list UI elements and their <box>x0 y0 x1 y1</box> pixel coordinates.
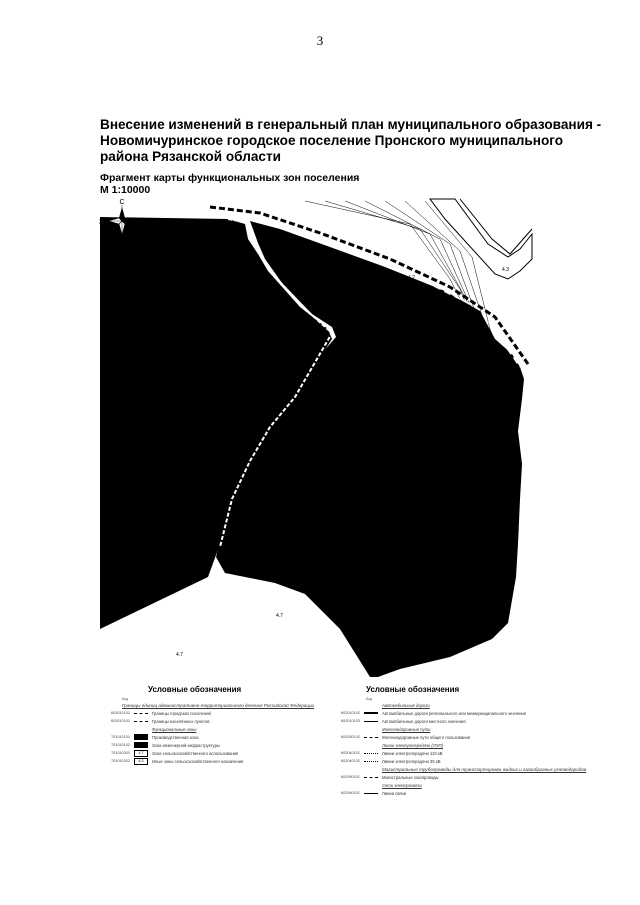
legend-line-dashdot <box>364 777 378 778</box>
compass-west: З <box>98 219 104 226</box>
legend-item-code: 603010101 <box>110 711 130 715</box>
legend-item-code: 602040102 <box>340 759 360 763</box>
legend-item <box>330 757 620 765</box>
legend-swatch-box: 4.3 <box>134 758 148 765</box>
legend-item-symbol <box>363 774 379 780</box>
legend-item-label: Железнодорожные пути общего пользования <box>382 734 471 740</box>
legend-item-symbol <box>133 742 149 748</box>
legend-item-code: 602010103 <box>340 719 360 723</box>
legend-item <box>330 701 620 709</box>
legend-item-label: Железнодорожные пути <box>382 726 431 732</box>
legend-item-label: Зона инженерной инфраструктуры <box>152 742 220 748</box>
legend-item-symbol <box>363 790 379 796</box>
legend-item-symbol <box>363 710 379 716</box>
legend-item-label: Линии электропередачи (ЛЭП) <box>382 742 443 748</box>
legend-item-symbol <box>363 742 379 748</box>
legend-item-code: 602030102 <box>340 735 360 739</box>
map-subtitle: Фрагмент карты функциональных зон поселения <box>100 172 360 184</box>
legend-item-code: 602050101 <box>340 775 360 779</box>
legend-item-code: 701010101 <box>110 735 130 739</box>
legend-item <box>100 757 310 765</box>
legend-line-dashdot <box>134 713 148 714</box>
zone-label-bottom-left: 4.7 <box>176 652 183 658</box>
legend-item <box>100 741 310 749</box>
title-block <box>100 117 610 196</box>
legend-swatch-box: 4.7 <box>134 750 148 757</box>
legend-item-symbol <box>133 734 149 740</box>
legend-line-dotted <box>364 761 378 762</box>
legend-item-label: Иные зоны сельскохозяйственного назначения <box>152 758 244 764</box>
legend-item-label: Линии электропередачи 110 кВ <box>382 750 443 756</box>
legend-item-symbol <box>133 750 149 756</box>
legend-item <box>330 733 620 741</box>
legend-item-code: 701010102 <box>110 743 130 747</box>
legend-item-code: 602040101 <box>340 751 360 755</box>
legend-line-dotted <box>364 753 378 754</box>
legend-item <box>330 749 620 757</box>
legend-left-title: Условные обозначения <box>148 685 242 694</box>
legend-item-code: 602010102 <box>340 711 360 715</box>
legend-item-code: 603010101 <box>110 719 130 723</box>
legend-item-symbol <box>363 718 379 724</box>
legend-item-symbol <box>363 726 379 732</box>
legend-item <box>100 733 310 741</box>
legend-item-label: Границы единиц административно-территориального деления Российской Федерации <box>122 702 315 708</box>
map-fragment[interactable] <box>100 199 532 677</box>
legend-item-symbol <box>133 718 149 724</box>
legend-line-dashdot <box>134 721 148 722</box>
legend-item <box>100 701 315 709</box>
legend-swatch-black <box>134 734 148 740</box>
zone-label-top: 4.3 <box>502 267 509 273</box>
legend-item <box>100 717 310 725</box>
legend-item-label: Магистральные трубопроводы для транспортировки жидких и газообразных углеводородов <box>382 766 587 772</box>
page-number: 3 <box>316 33 324 48</box>
legend-item <box>330 717 620 725</box>
legend-item-code: 701010301 <box>110 751 130 755</box>
legend-item-label: Автомобильные дороги местного значения <box>382 718 466 724</box>
legend-item <box>100 749 310 757</box>
legend-line-thick <box>364 712 378 714</box>
compass-east: В <box>141 219 147 226</box>
legend-right-code-header: Код <box>366 697 372 701</box>
legend-item <box>330 781 620 789</box>
legend-item <box>100 725 310 733</box>
legend-item <box>100 709 310 717</box>
legend-item-symbol <box>363 758 379 764</box>
legend-item-symbol <box>363 734 379 740</box>
legend-item-label: Линии электропередачи 35 кВ <box>382 758 441 764</box>
legend-right-items <box>330 701 620 797</box>
legend-item-label: Функциональные зоны <box>152 726 197 732</box>
legend-item-symbol <box>133 726 149 732</box>
legend-item-symbol <box>363 750 379 756</box>
legend-item <box>330 789 620 797</box>
legend-right <box>330 685 620 797</box>
legend-item-label: Сети электросвязи <box>382 782 422 788</box>
legend-item <box>330 765 620 773</box>
legend-line-thin <box>364 793 378 794</box>
legend-item-code: 602060101 <box>340 791 360 795</box>
zone-label-bottom-right: 4.7 <box>276 613 283 619</box>
legend-item <box>330 773 620 781</box>
compass-north: С <box>119 199 125 206</box>
legend-item-label: Производственная зона <box>152 734 199 740</box>
legend-item-symbol <box>133 710 149 716</box>
legend-item-label: Границы населённых пунктов <box>152 718 210 724</box>
legend-item-symbol <box>133 758 149 764</box>
legend-item-label: Автомобильные дороги <box>382 702 430 708</box>
legend-line-rail <box>364 737 378 738</box>
compass-south: Ю <box>118 239 126 246</box>
legend-item-label: Зона сельскохозяйственного использования <box>152 750 239 756</box>
zone-label-middle: 4.2 <box>408 275 415 281</box>
legend-swatch-black <box>134 742 148 748</box>
legend-item-label: Магистральные газопроводы <box>382 774 439 780</box>
legend-item-label: Автомобильные дороги регионального или межмуниципального значения <box>382 710 527 716</box>
legend-item-symbol <box>363 702 379 708</box>
legend-item-label: Линии связи <box>382 790 407 796</box>
legend-item-symbol <box>103 702 119 708</box>
legend-item <box>330 741 620 749</box>
legend-item <box>330 709 620 717</box>
legend-item-symbol <box>363 782 379 788</box>
legend-item <box>330 725 620 733</box>
legend-item-code: 701010302 <box>110 759 130 763</box>
legend-item-label: Границы городских поселений <box>152 710 211 716</box>
legend-item-symbol <box>363 766 379 772</box>
legend-line-medium <box>364 721 378 722</box>
legend-left-code-header: Код <box>122 697 128 701</box>
legend-right-title: Условные обозначения <box>366 685 460 694</box>
legend-left <box>100 685 315 765</box>
map-canvas <box>100 199 532 677</box>
legend-left-items <box>100 701 315 765</box>
map-title: Внесение изменений в генеральный план муниципального образования - Новомичуринское городское поселение Пронского муниципального района Рязанской области <box>100 117 602 164</box>
map-scale: М 1:10000 <box>100 184 151 196</box>
